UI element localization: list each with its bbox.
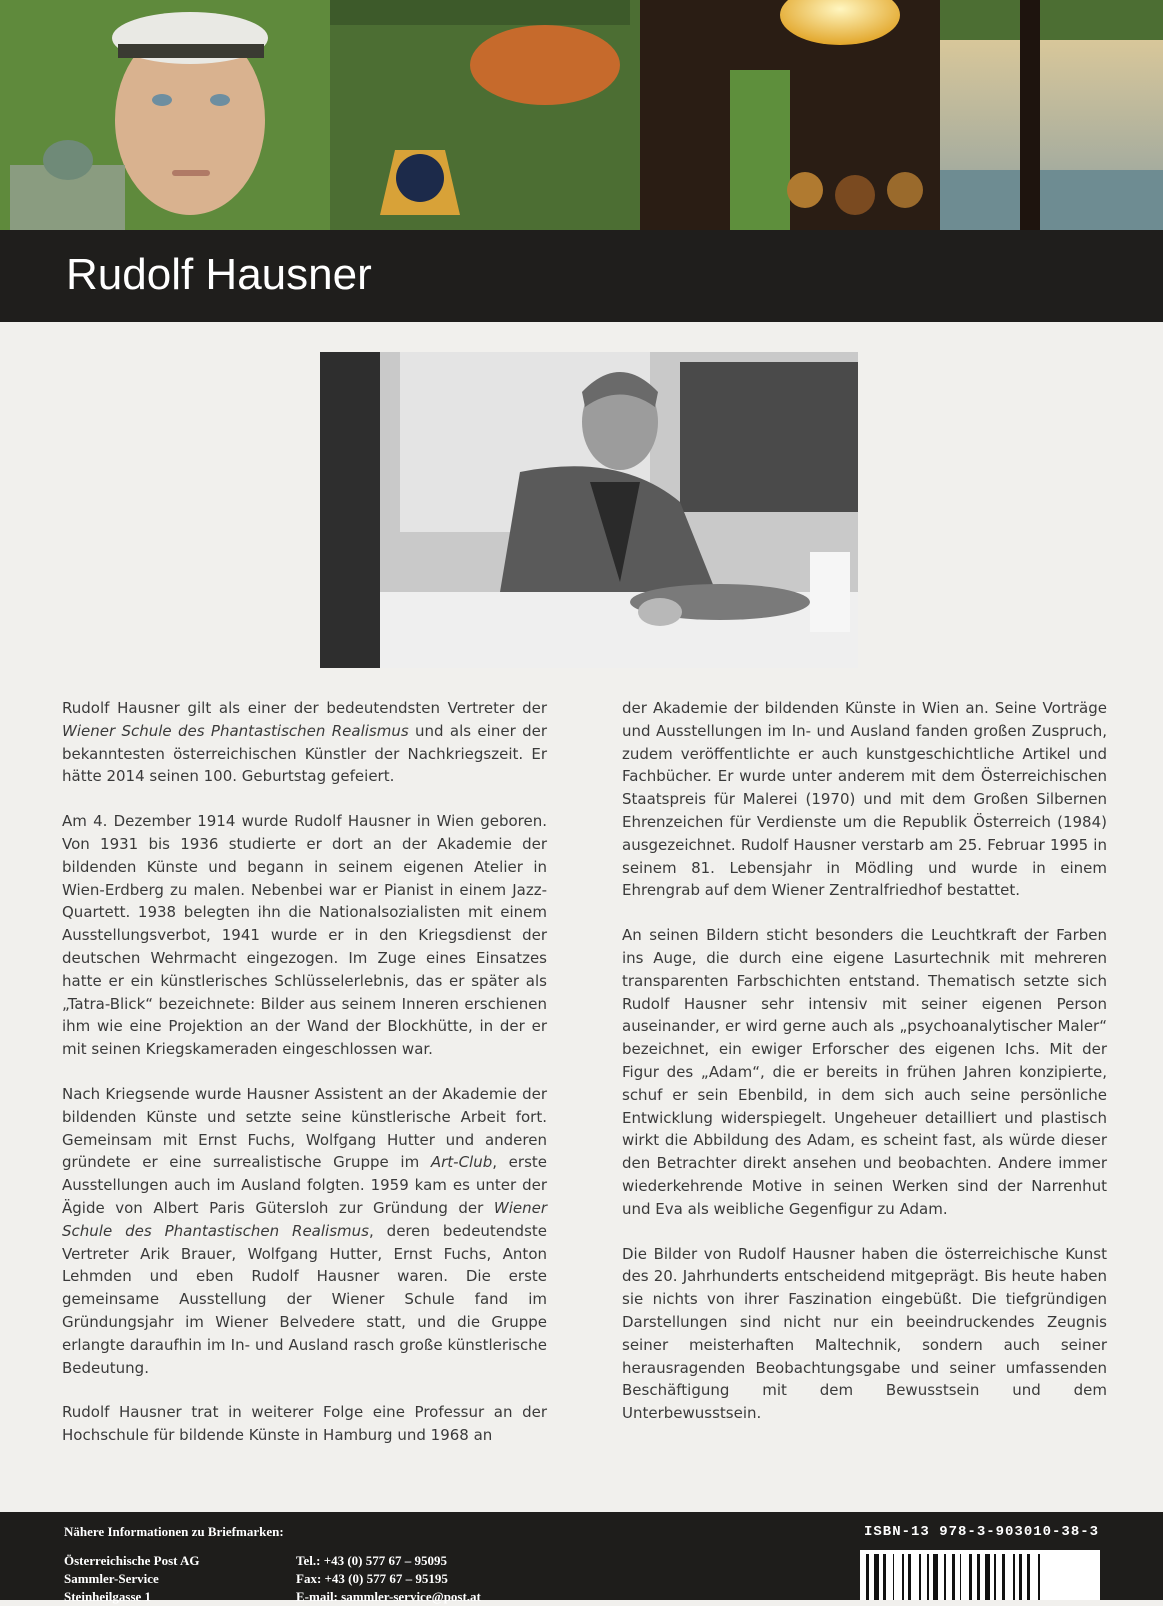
header-artwork	[0, 0, 1163, 230]
barcode-bar	[977, 1554, 980, 1600]
address-line: Sammler-Service	[64, 1571, 159, 1586]
barcode-bar	[866, 1554, 869, 1600]
title-bar	[0, 230, 1163, 322]
barcode-bar	[1038, 1554, 1040, 1600]
page-title: Rudolf Hausner	[66, 250, 372, 299]
barcode-bar	[1027, 1554, 1030, 1600]
text-span: , deren bedeutendste Vertreter Arik Brauer, Wolfgang Hutter, Ernst Fuchs, Anton Lehmden und eben Rudolf Hausner waren. Die erste gemeinsame Ausstellung der Wiener Schule fand im Gründungsjahr im Wiener Belvedere statt, und die Gruppe erlangte daraufhin im In- und Ausland rasch große künstlerische Bedeutung.	[62, 1221, 547, 1377]
barcode-bar	[893, 1554, 895, 1600]
isbn-label: ISBN-13 978-3-903010-38-3	[864, 1524, 1100, 1540]
painting-illustration	[0, 0, 1163, 230]
artist-photo	[320, 352, 858, 668]
barcode-bar	[1013, 1554, 1015, 1600]
barcode-bar	[908, 1554, 911, 1600]
fax-number: Fax: +43 (0) 577 67 – 95195	[296, 1571, 448, 1586]
text-span: , erste Ausstellungen auch im Ausland folgten. 1959 kam es unter der Ägide von Albert Paris Gütersloh zur Gründung der	[62, 1153, 547, 1217]
info-label: Nähere Informationen zu Briefmarken:	[64, 1524, 284, 1539]
address-line: Steinheilgasse 1	[64, 1589, 152, 1604]
paragraph: Rudolf Hausner trat in weiterer Folge eine Professur an der Hochschule für bildende Künste in Hamburg und 1968 an	[62, 1403, 547, 1445]
email-address: E-mail: sammler-service@post.at	[296, 1589, 481, 1604]
barcode-bar	[985, 1554, 990, 1600]
barcode-bar	[969, 1554, 972, 1600]
barcode-bar	[874, 1554, 879, 1600]
text-span: Nach Kriegsende wurde Hausner Assistent an der Akademie der bildenden Künste und setzte seine künstlerische Arbeit fort. Gemeinsam mit Ernst Fuchs, Wolfgang Hutter und anderen gründete er eine surrealistische Gruppe im	[62, 1084, 547, 1172]
paragraph	[62, 697, 547, 788]
address-block	[64, 1552, 200, 1606]
barcode-bar	[927, 1554, 929, 1600]
barcode-bar	[944, 1554, 946, 1600]
paragraph: Am 4. Dezember 1914 wurde Rudolf Hausner in Wien geboren. Von 1931 bis 1936 studierte er dort an der Akademie der bildenden Künste und begann in seinem eigenen Atelier in Wien-Erdberg zu malen. Nebenbei war er Pianist in einem Jazz-Quartett. 1938 belegten ihn die Nationalsozialisten mit einem Ausstellungsverbot, 1941 wurde er in den Kriegsdienst der deutschen Wehrmacht eingezogen. Im Zuge eines Einsatzes hatte er ein künstlerisches Schlüsselerlebnis, das er später als „Tatra-Blick“ bezeichnete: Bilder aus seinem Inneren erschienen ihm wie eine Projektion an der Wand der Blockhütte, in der er mit seinen Kriegskameraden eingeschlossen war.	[62, 812, 547, 1059]
italic-term: Wiener Schule des Phantastischen Realismus	[62, 1198, 547, 1240]
barcode-bar	[1002, 1554, 1005, 1600]
text-column-right	[622, 697, 1107, 1447]
italic-term: Wiener Schule des Phantastischen Realismus	[62, 721, 409, 740]
paragraph: der Akademie der bildenden Künste in Wien an. Seine Vorträge und Ausstellungen im In- und Ausland fanden großen Zuspruch, zudem veröffentlichte er auch kunstgeschichtliche Artikel und Fachbücher. Er wurde unter anderem mit dem Österreichischen Staatspreis für Malerei (1970) und mit dem Großen Silbernen Ehrenzeichen für Verdienste um die Republik Österreich (1984) ausgezeichnet. Rudolf Hausner verstarb am 25. Februar 1995 in seinem 81. Lebensjahr in Mödling und wurde in einem Ehrengrab auf dem Wiener Zentralfriedhof bestattet.	[622, 699, 1107, 900]
barcode-bar	[994, 1554, 996, 1600]
barcode-bar	[952, 1554, 955, 1600]
paragraph: Die Bilder von Rudolf Hausner haben die österreichische Kunst des 20. Jahrhunderts entscheidend mitgeprägt. Bis heute haben sie nichts von ihrer Faszination eingebüßt. Die tiefgründigen Darstellungen sind nicht nur ein beeindruckendes Zeugnis seiner meisterhaften Maltechnik, sondern auch seiner herausragenden Beobachtungsgabe und seiner umfassenden Beschäftigung mit dem Bewusstsein und dem Unterbewusstsein.	[622, 1244, 1107, 1423]
contact-block	[296, 1552, 481, 1606]
italic-term: Art-Club	[430, 1153, 493, 1172]
photo-illustration	[320, 352, 858, 668]
barcode	[860, 1550, 1100, 1600]
barcode-bar	[883, 1554, 886, 1600]
barcode-bar	[919, 1554, 921, 1600]
paragraph: An seinen Bildern sticht besonders die Leuchtkraft der Farben ins Auge, die durch eine eigene Lasurtechnik mit mehreren transparenten Farbschichten entstand. Thematisch setzte sich Rudolf Hausner sehr intensiv mit seiner eigenen Person auseinander, er wird gerne auch als „psychoanalytischer Maler“ bezeichnet, ein ewiger Erforscher des eigenen Ichs. Mit der Figur des „Adam“, die er bereits in frühen Jahren konzipierte, schuf er sein Ebenbild, in dem sich auch seine persönliche Entwicklung widerspiegelt. Ungeheuer detailliert und plastisch wirkt die Abbildung des Adam, es scheint fast, als würde dieser den Betrachter direkt ansehen und beobachten. Andere immer wiederkehrende Motive in seinen Werken sind der Narrenhut und Eva als weibliche Gegenfigur zu Adam.	[622, 926, 1107, 1218]
text-column-left	[62, 697, 547, 1469]
barcode-bar	[960, 1554, 962, 1600]
paragraph	[62, 1083, 547, 1379]
barcode-bar	[902, 1554, 904, 1600]
text-span: und als einer der bekanntesten österreichischen Künstler der Nachkriegszeit. Er hätte 2014 seinen 100. Geburtstag gefeiert.	[62, 721, 547, 786]
barcode-bar	[1019, 1554, 1022, 1600]
barcode-bar	[933, 1554, 938, 1600]
address-line: Österreichische Post AG	[64, 1553, 200, 1568]
phone-number: Tel.: +43 (0) 577 67 – 95095	[296, 1553, 448, 1568]
text-span: Rudolf Hausner gilt als einer der bedeutendsten Vertreter der	[62, 699, 547, 717]
